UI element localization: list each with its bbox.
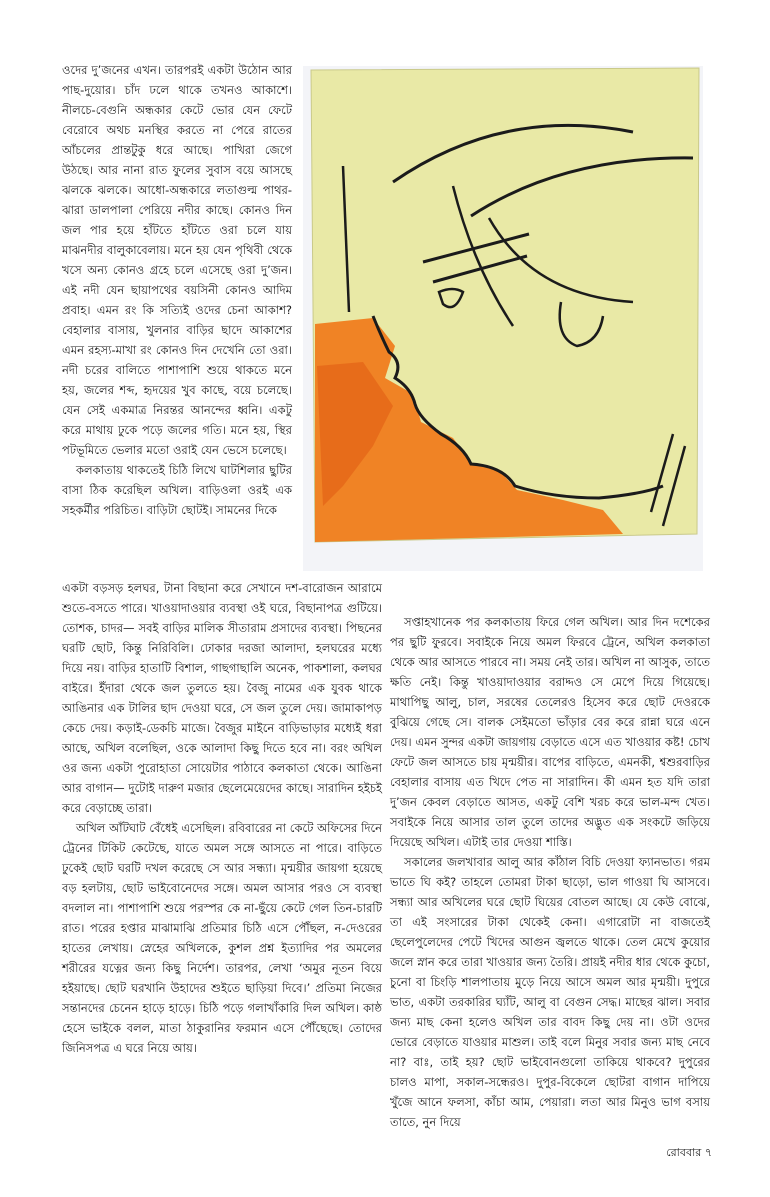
bottom-left-column: [62, 578, 382, 1058]
paragraph: সপ্তাহখানেক পর কলকাতায় ফিরে গেল অখিল। আর দিন দশেকের পর ছুটি ফুরবে। সবাইকে নিয়ে অমল ফিরবে ট্রেনে, অখিল কলকাতা থেকে আর আসতে পারবে না। সময় নেই তার। অখিল না আসুক, তাতে ক্ষতি নেই। কিন্তু খাওয়াদাওয়ার বরাদ্দও সে মেপে দিয়ে গিয়েছে। মাথাপিছু আলু, চাল, সরষের তেলেরও হিসেব করে ছোট দেওরকে বুঝিয়ে গেছে সে। বালক সেইমতো ভাঁড়ার বের করে রান্না ঘরে এনে দেয়। এমন সুন্দর একটা জায়গায় বেড়াতে এসে এত খাওয়ার কষ্ট! চোখ ফেটে জল আসতে চায় মৃন্ময়ীর। বাপের বাড়িতে, এমনকী, শ্বশুরবাড়ির বেহালার বাসায় এত খিদে পেত না সারাদিন। কী এমন হত যদি তারা দু’জন কেবল বেড়াতে আসত, একটু বেশি খরচ করে ভাল-মন্দ খেত। সবাইকে নিয়ে আসার তাল তুলে তাদের অদ্ভুত এক সংকটে জড়িয়ে দিয়েছে অখিল। এটাই তার দেওয়া শাস্তি।: [390, 615, 710, 849]
page-footer: রোববার ৭: [666, 1146, 712, 1159]
illustration: [303, 66, 703, 571]
left-column: [62, 60, 292, 520]
paragraph: সকালের জলখাবার আলু আর কাঁঠাল বিচি দেওয়া ফ্যানভাত। গরম ভাতে ঘি কই? তাহলে তোমরা টাকা ছাড়ো, ভাল গাওয়া ঘি আসবে। সন্ধ্যা আর অখিলের ঘরে ছোট ঘিয়ের বোতল আছে। যে কেউ বোঝে, তা এই সংসারের টাকা থেকেই কেনা। এগারোটা না বাজতেই ছেলেপুলেদের পেটে খিদের আগুন জ্বলতে থাকে। তেল মেখে কুয়োর জলে স্নান করে তারা খাওয়ার জন্য তৈরি। প্রায়ই নদীর ধার থেকে কুচো, চুনো বা চিংড়ি শালপাতায় মুড়ে নিয়ে আসে অমল আর মৃন্ময়ী। দুপুরে ভাত, একটা তরকারির ঘ্যাঁট, আলু বা বেগুন সেদ্ধ। মাছের ঝাল। সবার জন্য মাছ কেনা হলেও অখিল তার বাবদ কিছু দেয় না। ওটা ওদের ভোরে বেড়াতে যাওয়ার মাশুল। তাই বলে মিনুর সবার জন্য মাছ নেবে না? বাঃ, তাই হয়? ছোট ভাইবোনগুলো তাকিয়ে থাকবে? দুপুরের চালও মাপা, সকাল-সন্ধেরও। দুপুর-বিকেলে ছোটরা বাগান দাপিয়ে খুঁজে আনে ফলসা, কাঁচা আম, পেয়ারা। লতা আর মিনুও ভাগ বসায় তাতে, নুন দিয়ে: [390, 855, 710, 1129]
paragraph: অখিল আঁটঘাট বেঁধেই এসেছিল। রবিবারের না কেটে অফিসের দিনে ট্রেনের টিকিট কেটেছে, যাতে অমল সঙ্গে আসতে না পারে। বাড়িতে ঢুকেই ছোট ঘরটি দখল করেছে সে আর সন্ধ্যা। মৃন্ময়ীর জায়গা হয়েছে বড় হলটায়, ছোট ভাইবোনেদের সঙ্গে। অমল আসার পরও সে ব্যবস্থা বদলাল না। পাশাপাশি শুয়ে পরস্পর কে না-ছুঁয়ে কেটে গেল তিন-চারটি রাত। পরের হপ্তার মাঝামাঝি প্রতিমার চিঠি এসে পৌঁছল, ন-দেওরের হাতের লেখায়। স্নেহের অখিলকে, কুশল প্রশ্ন ইত্যাদির পর অমলের শরীরের যত্নের জন্য কিছু নির্দেশ। তারপর, লেখা ‘অমুর নূতন বিয়ে হইয়াছে। ছোট ঘরখানি উহাদের শুইতে ছাড়িয়া দিবে।’ প্রতিমা নিজের সন্তানদের চেনেন হাড়ে হাড়ে। চিঠি পড়ে গলাখাঁকারি দিল অখিল। কাষ্ঠ হেসে ভাইকে বলল, মাতা ঠাকুরানির ফরমান এসে পৌঁছেছে। তোদের জিনিসপত্র এ ঘরে নিয়ে আয়।: [62, 821, 382, 1055]
paragraph: কলকাতায় থাকতেই চিঠি লিখে ঘাটশিলার ছুটির বাসা ঠিক করেছিল অখিল। বাড়িওলা ওরই এক সহকর্মীর পরিচিত। বাড়িটা ছোটই। সামনের দিকে: [62, 463, 292, 517]
right-column: [390, 612, 710, 1132]
paragraph: ওদের দু’জনের এখন। তারপরই একটা উঠোন আর পাছ-দুয়োর। চাঁদ ঢলে থাকে তখনও আকাশে। নীলচে-বেগুনি অন্ধকার কেটে ভোর যেন ফেটে বেরোবে অথচ মনস্থির করতে না পেরে রাতের আঁচলের প্রান্তটুকু ধরে আছে। পাখিরা জেগে উঠছে। আর নানা রাত ফুলের সুবাস বয়ে আসছে ঝলকে ঝলকে। আধো-অন্ধকারে লতাগুল্ম পাথর-ঝারা ডালপালা পেরিয়ে নদীর কাছে। কোনও দিন জল পার হয়ে হাঁটতে হাঁটতে ওরা চলে যায় মাঝনদীর বালুকাবেলায়। মনে হয় যেন পৃথিবী থেকে খসে অন্য কোনও গ্রহে চলে এসেছে ওরা দু’জন। এই নদী যেন ছায়াপথের বয়সিনী কোনও আদিম প্রবাহ। এমন রং কি সত্যিই ওদের চেনা আকাশ? বেহালার বাসায়, খুলনার বাড়ির ছাদে আকাশের এমন রহস্য-মাখা রং কোনও দিন দেখেনি তো ওরা। নদী চরের বালিতে পাশাপাশি শুয়ে থাকতে মনে হয়, জলের শব্দ, হৃদয়ের খুব কাছে, বয়ে চলেছে। যেন সেই একমাত্র নিরন্তর আনন্দের ধ্বনি। একটু করে মাথায় ঢুকে পড়ে জলের গতি। মনে হয়, স্থির পটভূমিতে ভেলার মতো ওরাই যেন ভেসে চলেছে।: [62, 63, 292, 457]
paragraph: একটা বড়সড় হলঘর, টানা বিছানা করে সেখানে দশ-বারোজন আরামে শুতে-বসতে পারে। খাওয়াদাওয়ার ব্যবস্থা ওই ঘরে, বিছানাপত্র গুটিয়ে। তোশক, চাদর— সবই বাড়ির মালিক সীতারাম প্রসাদের ব্যবস্থা। পিছনের ঘরটি ছোট, কিন্তু নিরিবিলি। ঢোকার দরজা আলাদা, হলঘরের মধ্যে দিয়ে নয়। বাড়ির হাতাটি বিশাল, গাছগাছালি অনেক, পাকশালা, কলঘর বাইরে। ইঁদারা থেকে জল তুলতে হয়। বৈজু নামের এক যুবক থাকে আঙিনার এক টালির ছাদ দেওয়া ঘরে, সে জল তুলে দেয়। জামাকাপড় কেচে দেয়। কড়াই-ডেকচি মাজে। বৈজুর মাইনে বাড়িভাড়ার মধ্যেই ধরা আছে, অখিল বলেছিল, ওকে আলাদা কিছু দিতে হবে না। বরং অখিল ওর জন্য একটা পুরোহাতা সোয়েটার পাঠাবে কলকাতা থেকে। আঙিনা আর বাগান— দুটোই দারুণ মজার ছেলেমেয়েদের কাছে। সারাদিন হইচই করে বেড়াচ্ছে তারা।: [62, 581, 382, 815]
